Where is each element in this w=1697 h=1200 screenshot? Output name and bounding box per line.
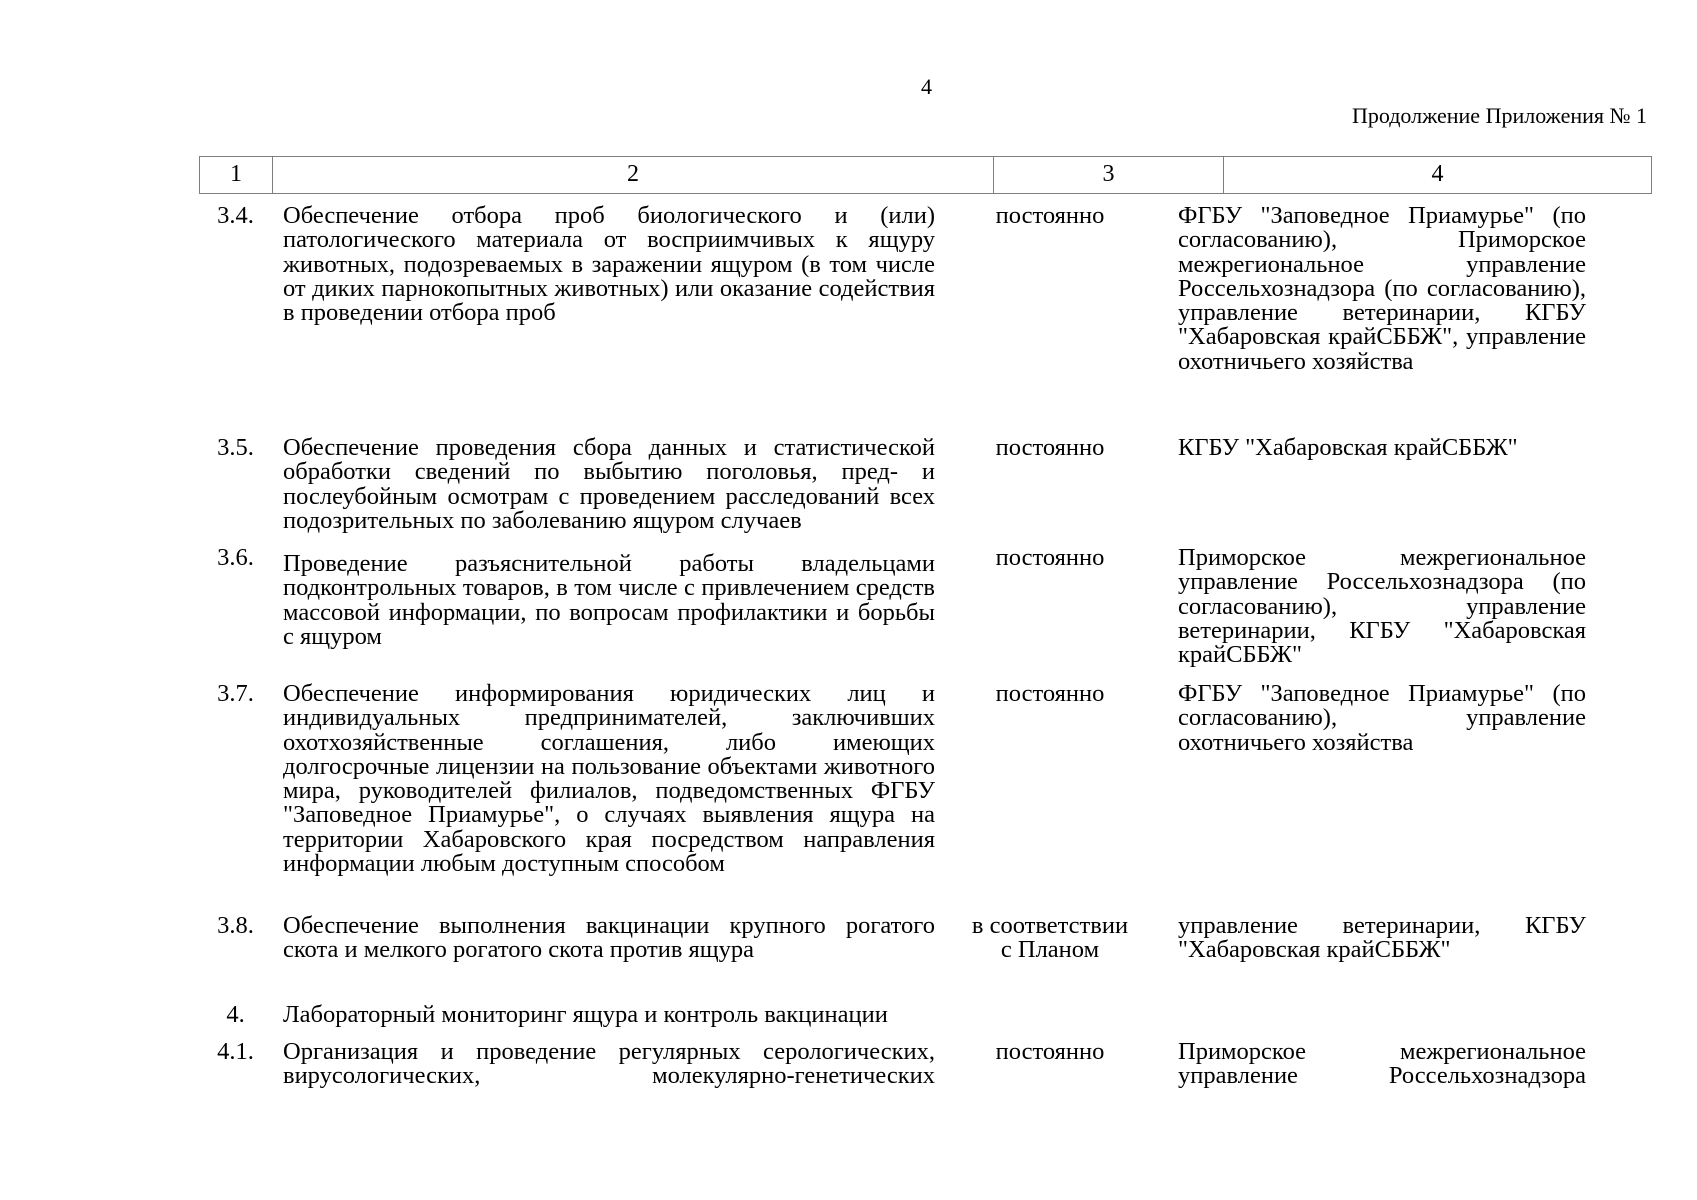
row-number: 3.7. xyxy=(217,680,254,707)
row-number: 3.5. xyxy=(217,434,254,461)
table-row xyxy=(199,682,1651,914)
row-deadline xyxy=(935,914,1165,963)
row-deadline: постоянно xyxy=(995,1038,1105,1065)
row-executor: управление ветеринарии, КГБУ "Хабаровская крайСББЖ" xyxy=(1178,912,1586,964)
table-row xyxy=(199,546,1651,682)
section-number: 4. xyxy=(226,1001,245,1028)
column-header-2: 2 xyxy=(273,157,994,194)
row-executor: КГБУ "Хабаровская крайСББЖ" xyxy=(1178,434,1518,461)
column-header-1: 1 xyxy=(200,157,273,194)
appendix-continuation-label: Продолжение Приложения № 1 xyxy=(1351,103,1647,128)
plan-table-body xyxy=(199,204,1651,1100)
row-number: 3.6. xyxy=(217,544,254,571)
column-header-4: 4 xyxy=(1224,157,1652,194)
table-row xyxy=(199,204,1651,436)
row-measure: Обеспечение выполнения вакцинации крупного рогатого скота и мелкого рогатого скота против ящура xyxy=(283,912,935,964)
row-deadline: постоянно xyxy=(995,434,1105,461)
column-header-table xyxy=(199,156,1652,194)
table-row xyxy=(199,1040,1651,1100)
row-deadline: постоянно xyxy=(995,544,1105,571)
row-deadline: постоянно xyxy=(995,680,1105,707)
row-measure: Обеспечение отбора проб биологического и (или) патологического материала от восприимчивых к ящуру животных, подозреваемых в заражении ящуром (в том числе от диких парнокопытных животных) или оказание содействия в проведении отбора проб xyxy=(283,202,935,327)
table-row xyxy=(199,914,1651,1003)
row-executor: Приморское межрегиональное управление Россельхознадзора xyxy=(1178,1038,1586,1090)
row-deadline-line: с Планом xyxy=(1000,936,1100,964)
row-deadline-line: в соответствии xyxy=(971,912,1129,939)
row-deadline: постоянно xyxy=(995,202,1105,229)
row-measure: Обеспечение проведения сбора данных и статистической обработки сведений по выбытию поголовья, пред- и послеубойным осмотрам с проведением расследований всех подозрительных по заболеванию ящуром случаев xyxy=(283,434,935,534)
row-number: 4.1. xyxy=(217,1038,254,1065)
row-executor: ФГБУ "Заповедное Приамурье" (по согласованию), Приморское межрегиональное управление Россельхознадзора (по согласованию), управление ветеринарии, КГБУ "Хабаровская крайСББЖ", управление охотничьего хозяйства xyxy=(1178,202,1586,375)
section-title: Лабораторный мониторинг ящура и контроль вакцинации xyxy=(283,1001,888,1028)
row-measure: Организация и проведение регулярных серологических, вирусологических, молекулярно-генетических xyxy=(283,1038,935,1090)
row-number: 3.8. xyxy=(217,912,254,939)
page-number: 4 xyxy=(921,74,932,99)
row-executor: Приморское межрегиональное управление Россельхознадзора (по согласованию), управление ветеринарии, КГБУ "Хабаровская крайСББЖ" xyxy=(1178,544,1586,669)
row-measure: Проведение разъяснительной работы владельцами подконтрольных товаров, в том числе с привлечением средств массовой информации, по вопросам профилактики и борьбы с ящуром xyxy=(283,550,935,650)
column-header-3: 3 xyxy=(994,157,1224,194)
row-number: 3.4. xyxy=(217,202,254,229)
row-executor: ФГБУ "Заповедное Приамурье" (по согласованию), управление охотничьего хозяйства xyxy=(1178,680,1586,756)
section-row xyxy=(199,1003,1651,1040)
column-header-row xyxy=(200,157,1652,194)
row-measure: Обеспечение информирования юридических лиц и индивидуальных предпринимателей, заключивших охотхозяйственные соглашения, либо имеющих долгосрочные лицензии на пользование объектами животного мира, руководителей филиалов, подведомственных ФГБУ "Заповедное Приамурье", о случаях выявления ящура на территории Хабаровского края посредством направления информации любым доступным способом xyxy=(283,680,935,878)
table-row xyxy=(199,436,1651,546)
